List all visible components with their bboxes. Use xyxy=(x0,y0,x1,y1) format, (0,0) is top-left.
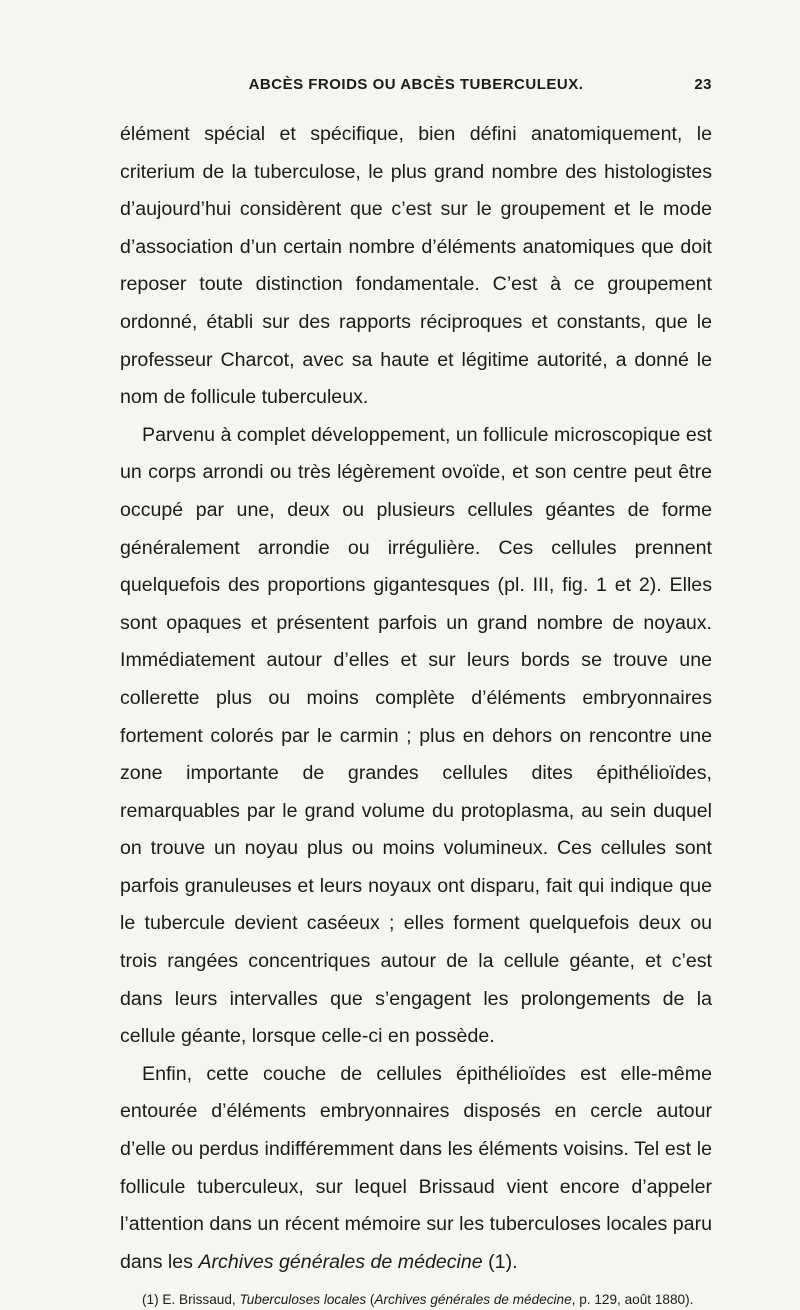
footnote xyxy=(120,1289,712,1310)
footnote-end: , p. 129, août 1880). xyxy=(571,1292,694,1308)
footnote-paren: ( xyxy=(366,1292,375,1308)
paragraph-2: Parvenu à complet développement, un follicule microscopique est un corps arrondi ou très légèrement ovoïde, et son centre peut être occupé par une, deux ou plusieurs cellules géantes de forme généralement arrondie ou irrégulière. Ces cellules prennent quelquefois des proportions gigantesques (pl. III, fig. 1 et 2). Elles sont opaques et présentent parfois un grand nombre de noyaux. Immédiatement autour d’elles et sur leurs bords se trouve une collerette plus ou moins complète d’éléments embryonnaires fortement colorés par le carmin ; plus en dehors on rencontre une zone importante de grandes cellules dites épithélioïdes, remarquables par le grand volume du protoplasma, au sein duquel on trouve un noyau plus ou moins volumineux. Ces cellules sont parfois granuleuses et leurs noyaux ont disparu, fait qui indique que le tubercule devient caséeux ; elles forment quelquefois deux ou trois rangées concentriques autour de la cellule géante, et c’est dans leurs intervalles que s’engagent les prolongements de la cellule géante, lorsque celle-ci en possède. xyxy=(120,423,712,1048)
footnote-author: (1) E. Brissaud, xyxy=(142,1292,240,1308)
running-title: ABCÈS FROIDS OU ABCÈS TUBERCULEUX. xyxy=(248,76,584,93)
paragraph-3 xyxy=(120,1056,712,1282)
footnote-journal: Archives générales de médecine xyxy=(374,1292,572,1308)
paragraph-1: élément spécial et spécifique, bien défini anatomiquement, le criterium de la tuberculose, le plus grand nombre des histologistes d’aujourd’hui considèrent que c’est sur le groupement et le mode d’association d’un certain nombre d’éléments anatomiques que doit reposer toute distinction fondamentale. C’est à ce groupement ordonné, établi sur des rapports réciproques et constants, que le professeur Charcot, avec sa haute et légitime autorité, a donné le nom de follicule tuberculeux. xyxy=(120,123,712,409)
running-header xyxy=(120,76,712,104)
journal-title: Archives générales de médecine xyxy=(198,1250,483,1273)
footnote-title: Tuberculoses locales xyxy=(239,1292,367,1308)
page-number: 23 xyxy=(694,76,712,93)
paragraph-3-text: Enfin, cette couche de cellules épithélioïdes est elle-même entourée d’éléments embryonnaires disposés en cercle autour d’elle ou perdus indifféremment dans les éléments voisins. Tel est le follicule tuberculeux, sur lequel Brissaud vient encore d’appeler l’attention dans un récent mémoire sur les tuberculoses locales paru dans les xyxy=(120,1062,712,1273)
book-page xyxy=(120,76,712,1310)
footnote-reference: (1). xyxy=(482,1250,518,1273)
body-text xyxy=(120,116,712,1281)
